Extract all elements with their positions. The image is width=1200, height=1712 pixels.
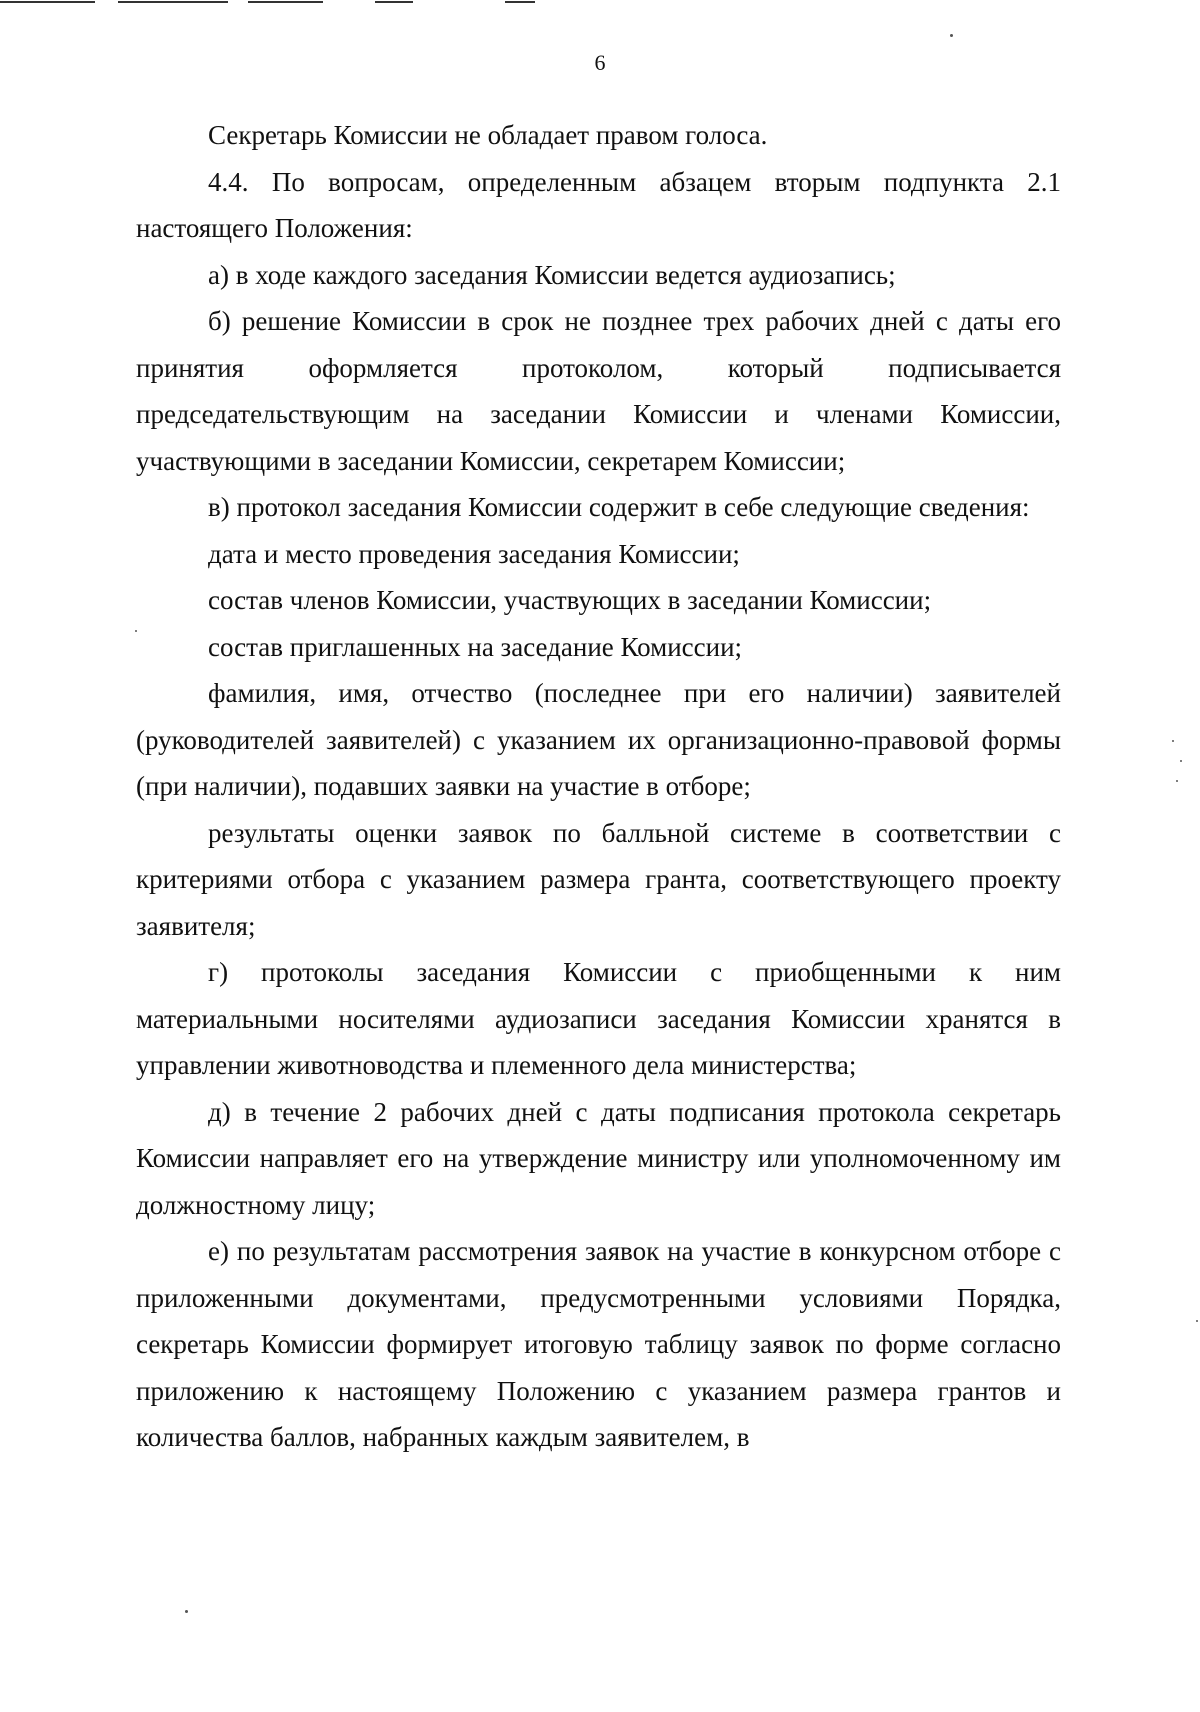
scan-speck bbox=[185, 1610, 188, 1613]
paragraph: фамилия, имя, отчество (последнее при его наличии) заявителей (руководителей заявителей) с указанием их организационно-правовой формы (при наличии), подавших заявки на участие в отборе; bbox=[136, 678, 1061, 801]
paragraph: 4.4. По вопросам, определенным абзацем вторым подпункта 2.1 настоящего Положения: bbox=[136, 166, 1061, 243]
scan-speck bbox=[1172, 740, 1174, 742]
body-text bbox=[136, 112, 1061, 1461]
paragraph: результаты оценки заявок по балльной системе в соответствии с критериями отбора с указанием размера гранта, соответствующего проекту заявителя; bbox=[136, 817, 1061, 941]
scan-speck bbox=[1180, 760, 1182, 762]
scan-speck bbox=[950, 34, 953, 37]
paragraph: состав членов Комиссии, участвующих в заседании Комиссии; bbox=[208, 585, 932, 615]
paragraph: е) по результатам рассмотрения заявок на участие в конкурсном отборе с приложенными документами, предусмотренными условиями Порядка, секретарь Комиссии формирует итоговую таблицу заявок по форме согласно приложению к настоящему Положению с указанием размера грантов и количества баллов, набранных каждым заявителем, в bbox=[136, 1236, 1061, 1452]
paragraph: дата и место проведения заседания Комиссии; bbox=[208, 538, 740, 569]
paragraph: состав приглашенных на заседание Комиссии; bbox=[208, 631, 743, 662]
paragraph: в) протокол заседания Комиссии содержит в себе следующие сведения: bbox=[208, 492, 1030, 522]
scan-speck bbox=[1176, 780, 1178, 782]
scan-speck bbox=[1196, 1320, 1198, 1322]
paragraph: д) в течение 2 рабочих дней с даты подписания протокола секретарь Комиссии направляет его на утверждение министру или уполномоченному им должностному лицу; bbox=[136, 1096, 1061, 1220]
page-number: 6 bbox=[594, 50, 606, 75]
scan-edge-marks bbox=[0, 0, 560, 6]
paragraph: г) протоколы заседания Комиссии с приобщенными к ним материальными носителями аудиозаписи заседания Комиссии хранятся в управлении животноводства и племенного дела министерства; bbox=[136, 957, 1061, 1080]
scan-speck bbox=[135, 630, 137, 632]
paragraph: а) в ходе каждого заседания Комиссии ведется аудиозапись; bbox=[208, 259, 896, 290]
paragraph: б) решение Комиссии в срок не позднее трех рабочих дней с даты его принятия оформляется протоколом, который подписывается председательствующим на заседании Комиссии и членами Комиссии, участвующими в заседании Комиссии, секретарем Комиссии; bbox=[136, 306, 1061, 476]
paragraph: Секретарь Комиссии не обладает правом голоса. bbox=[208, 120, 768, 150]
